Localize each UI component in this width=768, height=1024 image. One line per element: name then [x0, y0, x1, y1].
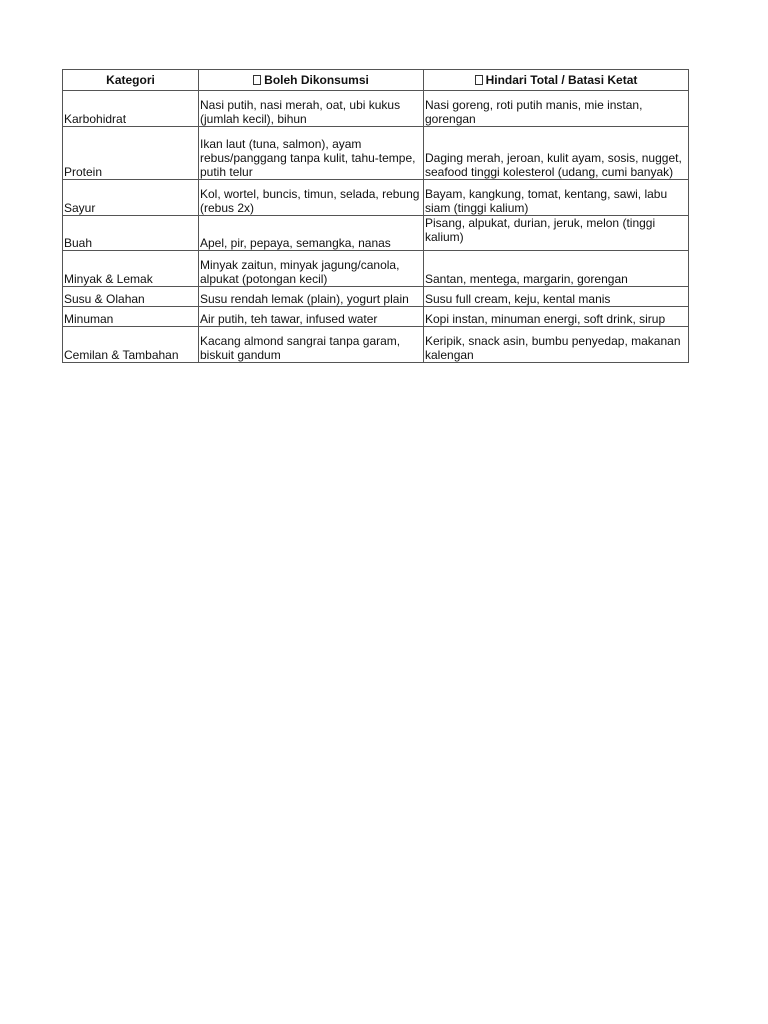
cell-allowed: Apel, pir, pepaya, semangka, nanas	[199, 216, 424, 251]
cell-allowed: Minyak zaitun, minyak jagung/canola, alpukat (potongan kecil)	[199, 251, 424, 287]
cell-category: Cemilan & Tambahan	[63, 327, 199, 363]
table-row	[63, 127, 689, 180]
cell-avoid: Daging merah, jeroan, kulit ayam, sosis, nugget, seafood tinggi kolesterol (udang, cumi banyak)	[424, 127, 689, 180]
cell-allowed: Kol, wortel, buncis, timun, selada, rebung (rebus 2x)	[199, 180, 424, 216]
cell-avoid: Susu full cream, keju, kental manis	[424, 287, 689, 307]
table-row	[63, 180, 689, 216]
cell-category: Minuman	[63, 307, 199, 327]
header-category-label: Kategori	[106, 73, 155, 87]
cell-avoid: Bayam, kangkung, tomat, kentang, sawi, labu siam (tinggi kalium)	[424, 180, 689, 216]
food-guide-sheet	[62, 69, 688, 363]
missing-glyph-icon	[253, 75, 261, 85]
food-guide-table	[62, 69, 689, 363]
cell-avoid: Nasi goreng, roti putih manis, mie instan, gorengan	[424, 91, 689, 127]
header-category	[63, 70, 199, 91]
header-allowed-label: Boleh Dikonsumsi	[264, 73, 369, 87]
cell-avoid: Santan, mentega, margarin, gorengan	[424, 251, 689, 287]
table-row	[63, 327, 689, 363]
cell-category: Buah	[63, 216, 199, 251]
cell-avoid: Keripik, snack asin, bumbu penyedap, makanan kalengan	[424, 327, 689, 363]
cell-category: Protein	[63, 127, 199, 180]
table-row	[63, 91, 689, 127]
table-header	[63, 70, 689, 91]
table-body	[63, 91, 689, 363]
header-avoid-label: Hindari Total / Batasi Ketat	[485, 73, 638, 87]
table-row	[63, 251, 689, 287]
cell-category: Karbohidrat	[63, 91, 199, 127]
cell-category: Minyak & Lemak	[63, 251, 199, 287]
cell-allowed: Nasi putih, nasi merah, oat, ubi kukus (jumlah kecil), bihun	[199, 91, 424, 127]
header-row	[63, 70, 689, 91]
header-allowed	[199, 70, 424, 91]
cell-category: Sayur	[63, 180, 199, 216]
header-avoid	[424, 70, 689, 91]
table-row	[63, 307, 689, 327]
cell-allowed: Air putih, teh tawar, infused water	[199, 307, 424, 327]
missing-glyph-icon	[475, 75, 483, 85]
cell-allowed: Susu rendah lemak (plain), yogurt plain	[199, 287, 424, 307]
cell-avoid: Kopi instan, minuman energi, soft drink, sirup	[424, 307, 689, 327]
cell-avoid: Pisang, alpukat, durian, jeruk, melon (tinggi kalium)	[424, 216, 689, 251]
cell-allowed: Kacang almond sangrai tanpa garam, biskuit gandum	[199, 327, 424, 363]
table-row	[63, 287, 689, 307]
table-row	[63, 216, 689, 251]
cell-category: Susu & Olahan	[63, 287, 199, 307]
cell-allowed: Ikan laut (tuna, salmon), ayam rebus/panggang tanpa kulit, tahu-tempe, putih telur	[199, 127, 424, 180]
